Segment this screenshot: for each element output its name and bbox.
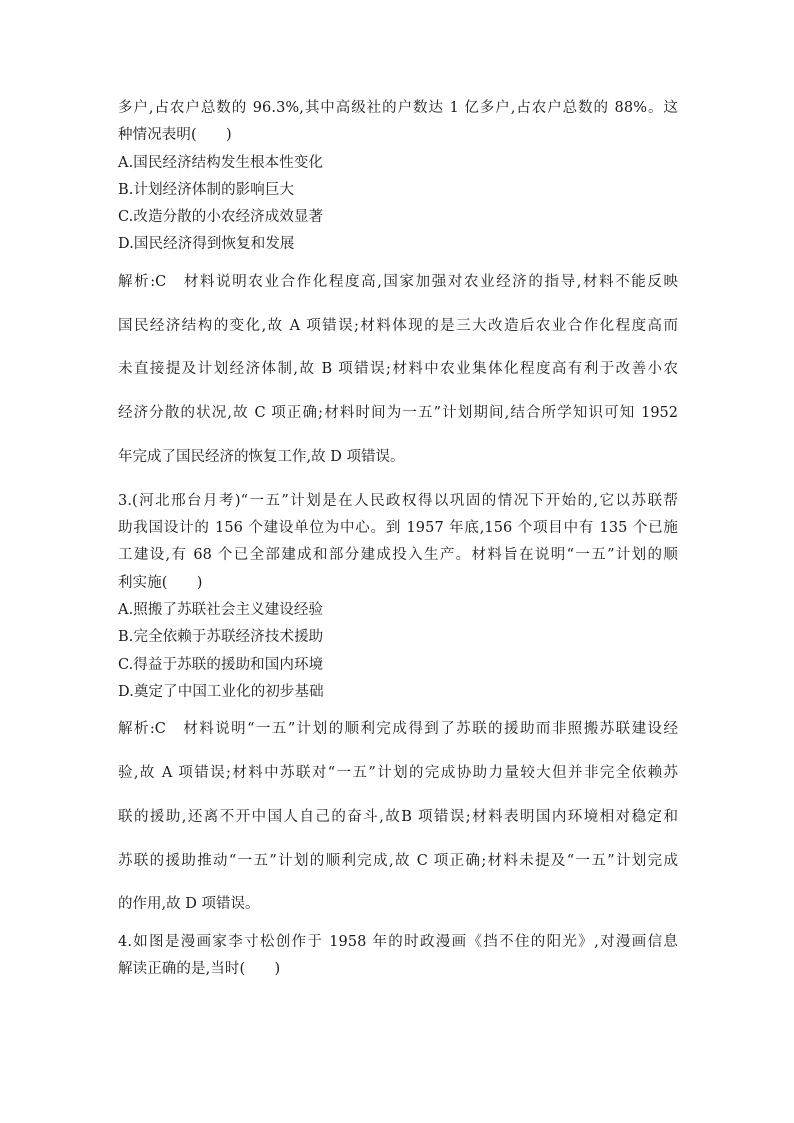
analysis-line: 联的援助,还离不开中国人自己的奋斗,故B 项错误;材料表明国内环境相对稳定和 (118, 808, 678, 825)
page-content (118, 95, 678, 984)
question-2-option-d: D.国民经济得到恢复和发展 (118, 236, 295, 253)
question-2 (118, 95, 678, 259)
analysis-line: 经济分散的状况,故 C 项正确;材料时间为一五”计划期间,结合所学知识可知 1952 (118, 405, 678, 422)
question-2-option-a: A.国民经济结构发生根本性变化 (118, 154, 324, 171)
analysis-line: 苏联的援助推动“一五”计划的顺利完成,故 C 项正确;材料未提及“一五”计划完成 (118, 852, 678, 869)
analysis-line: 未直接提及计划经济体制,故 B 项错误;材料中农业集体化程度高有利于改善小农 (118, 361, 678, 378)
analysis-line: 解析:C 材料说明“一五”计划的顺利完成得到了苏联的援助而非照搬苏联建设经 (118, 721, 678, 738)
question-3 (118, 488, 678, 706)
question-2-analysis (118, 261, 678, 480)
question-3-option-a: A.照搬了苏联社会主义建设经验 (118, 601, 324, 618)
question-4-stem-line: 4.如图是漫画家李寸松创作于 1958 年的时政漫画《挡不住的阳光》,对漫画信息 (118, 934, 678, 951)
analysis-line: 年完成了国民经济的恢复工作,故 D 项错误。 (118, 448, 405, 465)
question-2-stem-line: 种情况表明( ) (118, 127, 232, 144)
analysis-line: 国民经济结构的变化,故 A 项错误;材料体现的是三大改造后农业合作化程度高而 (118, 317, 678, 334)
question-3-stem-line: 3.(河北邢台月考)“一五”计划是在人民政权得以巩固的情况下开始的,它以苏联帮 (118, 492, 678, 509)
analysis-line: 的作用,故 D 项错误。 (118, 896, 260, 913)
question-4 (118, 929, 678, 984)
question-3-option-b: B.完全依赖于苏联经济技术援助 (118, 629, 324, 646)
question-3-stem-line: 助我国设计的 156 个建设单位为中心。到 1957 年底,156 个项目中有 135 个已施 (118, 520, 678, 537)
question-2-stem-line: 多户,占农户总数的 96.3%,其中高级社的户数达 1 亿多户,占农户总数的 88%。这 (118, 100, 678, 116)
question-4-stem-line: 解读正确的是,当时( ) (118, 961, 281, 978)
question-2-option-c: C.改造分散的小农经济成效显著 (118, 209, 324, 226)
question-3-stem-line: 工建设,有 68 个已全部建成和部分建成投入生产。材料旨在说明“一五”计划的顺 (118, 547, 678, 564)
question-3-analysis (118, 708, 678, 927)
question-2-option-b: B.计划经济体制的影响巨大 (118, 181, 295, 198)
question-3-stem-line: 利实施( ) (118, 574, 203, 591)
question-3-option-d: D.奠定了中国工业化的初步基础 (118, 683, 324, 700)
question-3-option-c: C.得益于苏联的援助和国内环境 (118, 656, 324, 673)
analysis-line: 解析:C 材料说明农业合作化程度高,国家加强对农业经济的指导,材料不能反映 (118, 273, 678, 290)
analysis-line: 验,故 A 项错误;材料中苏联对“一五”计划的完成协助力量较大但并非完全依赖苏 (118, 764, 678, 781)
